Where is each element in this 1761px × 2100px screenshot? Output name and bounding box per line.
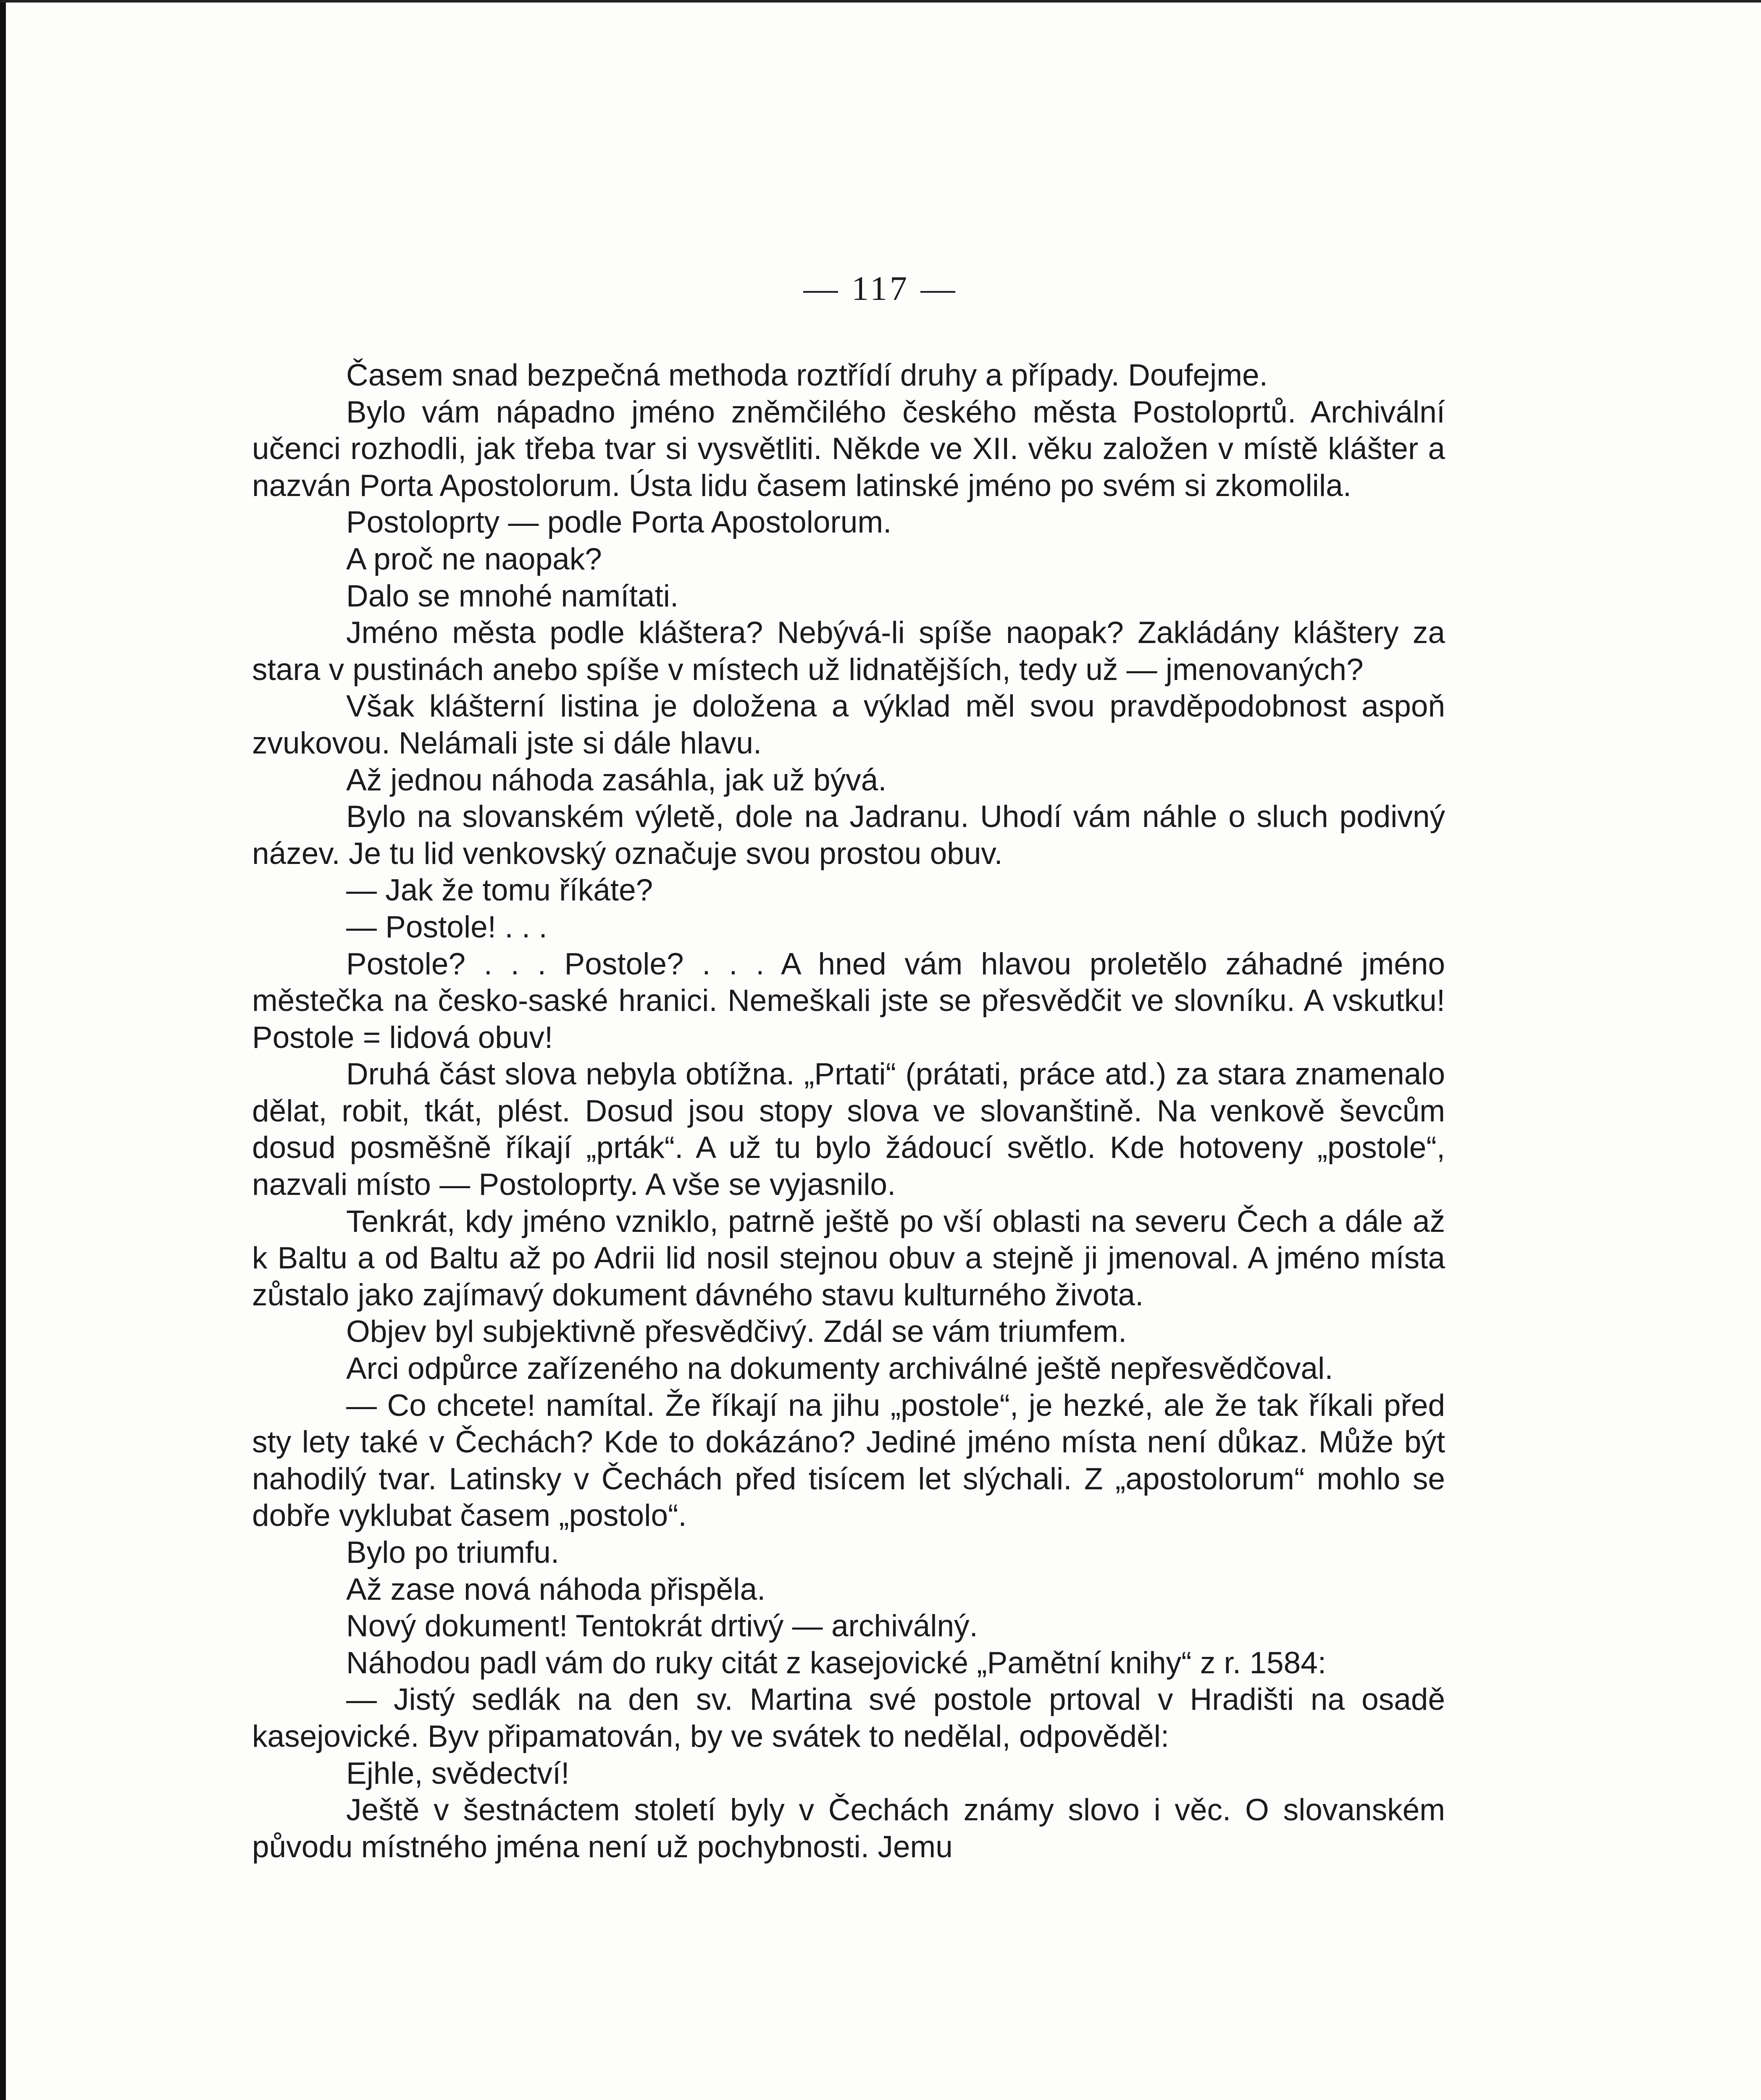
paragraph: Jméno města podle kláštera? Nebývá-li spíše naopak? Zakládány kláštery za stara v pustinách anebo spíše v místech už lidnatějších, tedy už — jmenovaných? [252, 616, 1445, 687]
paragraph: Objev byl subjektivně přesvědčivý. Zdál se vám triumfem. [346, 1315, 1127, 1349]
paragraph: Ejhle, svědectví! [346, 1756, 570, 1790]
paragraph: Bylo po triumfu. [346, 1536, 560, 1570]
paragraph: Dalo se mnohé namítati. [346, 579, 679, 613]
paragraph: Ještě v šestnáctem století byly v Čechách známy slovo i věc. O slovanském původu místného jména není už pochybnosti. Jemu [252, 1793, 1445, 1864]
scan-border-left [0, 0, 6, 2100]
paragraph: — Postole! . . . [346, 910, 547, 944]
paragraph: Postole? . . . Postole? . . . A hned vám hlavou proletělo záhadné jméno městečka na česko-saské hranici. Nemeškali jste se přesvědčit ve slovníku. A vskutku! Postole = lidová obuv! [252, 947, 1445, 1055]
paragraph: Až zase nová náhoda přispěla. [346, 1572, 766, 1606]
body-text [252, 357, 1445, 1865]
paragraph: Arci odpůrce zařízeného na dokumenty archiválné ještě nepřesvědčoval. [346, 1352, 1333, 1386]
paragraph: Časem snad bezpečná methoda roztřídí druhy a případy. Doufejme. [346, 358, 1268, 392]
paragraph: Však klášterní listina je doložena a výklad měl svou pravděpodobnost aspoň zvukovou. Nelámali jste si dále hlavu. [252, 689, 1445, 760]
paragraph: Až jednou náhoda zasáhla, jak už bývá. [346, 763, 887, 797]
paragraph: Bylo vám nápadno jméno zněmčilého českého města Postoloprtů. Archivální učenci rozhodli, jak třeba tvar si vysvětliti. Někde ve XII. věku založen v místě klášter a nazván Porta Apostolorum. Ústa lidu časem latinské jméno po svém si zkomolila. [252, 395, 1445, 503]
paragraph: Nový dokument! Tentokrát drtivý — archiválný. [346, 1609, 978, 1643]
paragraph: Postoloprty — podle Porta Apostolorum. [346, 505, 892, 540]
paragraph: — Jak že tomu říkáte? [346, 873, 653, 908]
paragraph: — Jistý sedlák na den sv. Martina své postole prtoval v Hradišti na osadě kasejovické. Byv připamatován, by ve svátek to nedělal, odpověděl: [252, 1683, 1445, 1754]
paragraph: A proč ne naopak? [346, 542, 602, 576]
page-number: — 117 — [803, 269, 958, 307]
paragraph: Tenkrát, kdy jméno vzniklo, patrně ještě po vší oblasti na severu Čech a dále až k Baltu a od Baltu až po Adrii lid nosil stejnou obuv a stejně ji jmenoval. A jméno místa zůstalo jako zajímavý dokument dávného stavu kulturného života. [252, 1204, 1445, 1312]
paragraph: Bylo na slovanském výletě, dole na Jadranu. Uhodí vám náhle o sluch podivný název. Je tu lid venkovský označuje svou prostou obuv. [252, 800, 1445, 871]
paragraph: — Co chcete! namítal. Že říkají na jihu „postole“, je hezké, ale že tak říkali před sty lety také v Čechách? Kde to dokázáno? Jediné jméno místa není důkaz. Může být nahodilý tvar. Latinsky v Čechách před tisícem let slýchali. Z „apostolorum“ mohlo se dobře vyklubat časem „postolo“. [252, 1388, 1445, 1533]
paragraph: Náhodou padl vám do ruky citát z kasejovické „Pamětní knihy“ z r. 1584: [346, 1646, 1327, 1680]
scan-border-top [0, 0, 1761, 3]
paragraph: Druhá část slova nebyla obtížna. „Prtati“ (prátati, práce atd.) za stara znamenalo dělat, robit, tkát, plést. Dosud jsou stopy slova ve slovanštině. Na venkově ševcům dosud posměšně říkají „prták“. A už tu bylo žádoucí světlo. Kde hotoveny „postole“, nazvali místo — Postoloprty. A vše se vyjasnilo. [252, 1057, 1445, 1202]
